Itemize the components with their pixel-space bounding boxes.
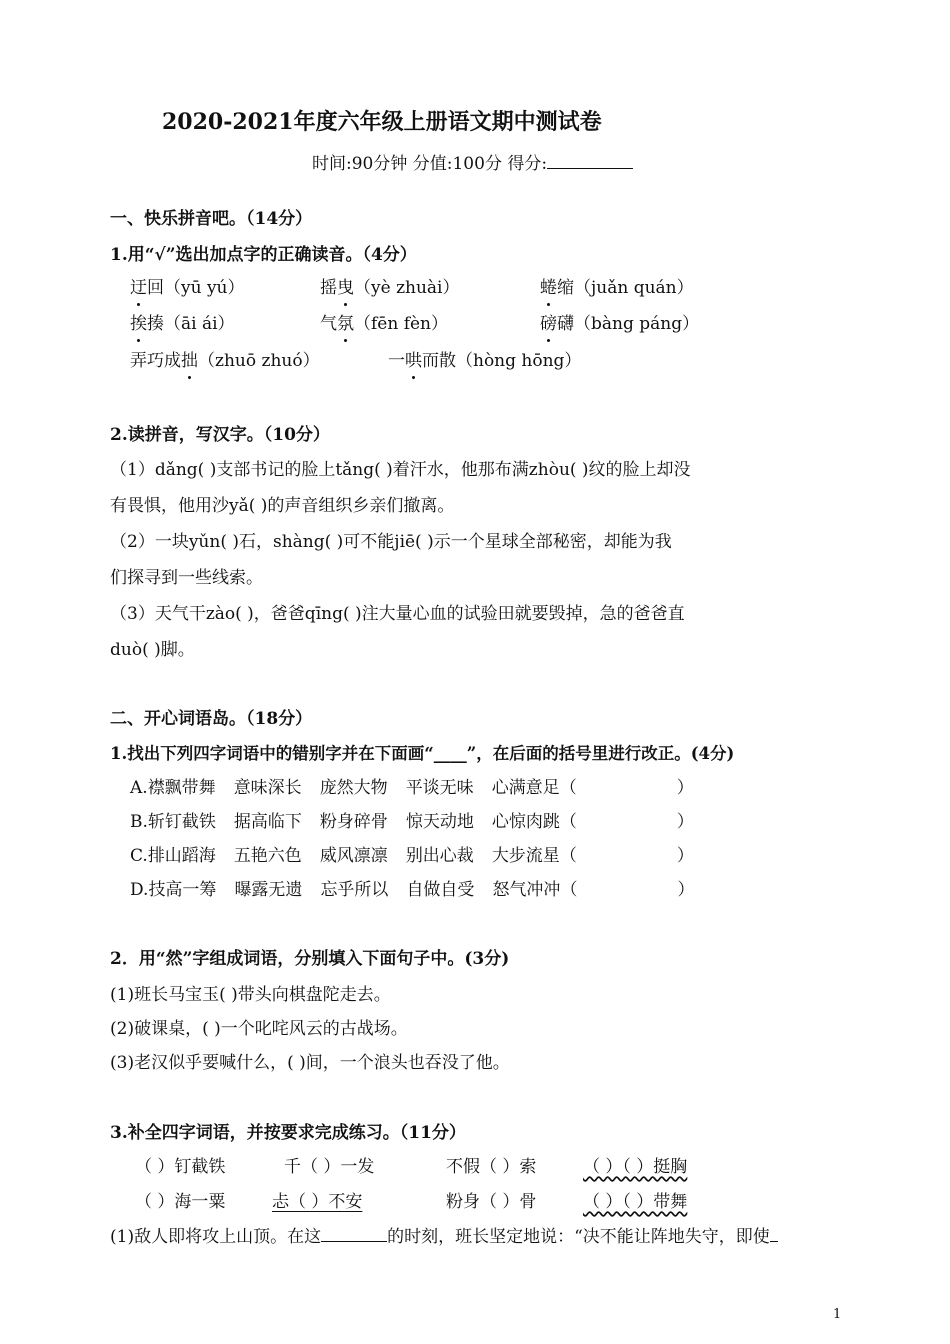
text-line: (2)破课桌，( )一个叱咤风云的古战场。 [110,1019,408,1039]
section-heading-1: 一、快乐拼音吧。（14分） [110,209,313,229]
page-title: 2020-2021年度六年级上册语文期中测试卷 [162,109,602,135]
q1-2-title: 2.读拼音，写汉字。（10分） [110,425,330,445]
text-line: （1）dǎng( )支部书记的脸上tǎng( )着汗水，他那布满zhòu( )纹的脸上却没 [110,460,691,480]
exam-meta [312,150,633,176]
q1-1-title: 1.用“√”选出加点字的正确读音。（4分） [110,245,417,265]
q2-1-title: 1.找出下列四字词语中的错别字并在下面画“____”，在后面的括号里进行改正。(4分) [110,744,735,763]
word-row: B.斩钉截铁 据高临下 粉身碎骨 惊天动地 心惊肉跳（ ） [130,812,694,832]
idiom-item: （ ）（ ）带舞 [583,1192,688,1212]
pinyin-item: 摇曳（yè zhuài） [320,278,460,298]
idiom-item: 不假（ ）索 [446,1157,537,1177]
exam-meta-text: 时间:90分钟 分值:100分 得分: [312,154,548,174]
text-line: （3）天气干zào( )，爸爸qīng( )注大量心血的试验田就要毁掉，急的爸爸直 [110,604,685,624]
q2-2-title: 2．用“然”字组成词语，分别填入下面句子中。(3分) [110,949,510,969]
pinyin-item: 蜷缩（juǎn quán） [540,278,694,298]
text-line: (3)老汉似乎要喊什么，( )间，一个浪头也吞没了他。 [110,1053,510,1073]
idiom-item: 粉身（ ）骨 [446,1192,537,1212]
sentence-line: (1)敌人即将攻上山顶。在这 的时刻，班长坚定地说：“决不能让阵地失守，即使 [110,1225,778,1249]
word-row: C.排山蹈海 五艳六色 威风凛凛 别出心裁 大步流星（ ） [130,846,694,866]
pinyin-item: 弄巧成拙（zhuō zhuó） [130,351,320,371]
score-blank[interactable] [547,150,633,169]
word-row: A.襟飘带舞 意味深长 庞然大物 平谈无味 心满意足（ ） [130,778,694,798]
pinyin-item: 迂回（yū yú） [130,278,245,298]
text-line: (1)班长马宝玉( )带头向棋盘陀走去。 [110,985,391,1005]
word-row: D.技高一筹 曝露无遗 忘乎所以 自做自受 怒气冲冲（ ） [130,880,695,900]
pinyin-item: 挨揍（āi ái） [130,314,235,334]
pinyin-item: 磅礴（bàng páng） [540,314,700,334]
pinyin-item: 气氛（fēn fèn） [320,314,449,334]
idiom-item: （ ）海一粟 [135,1192,226,1212]
answer-blank[interactable] [770,1225,778,1242]
q2-3-title: 3.补全四字词语，并按要求完成练习。（11分） [110,1123,466,1143]
text-line: 有畏惧，他用沙yǎ( )的声音组织乡亲们撤离。 [110,496,455,516]
idiom-item: （ ）（ ）挺胸 [583,1157,688,1177]
idiom-item: 忐（ ）不安 [272,1192,363,1212]
text-line: duò( )脚。 [110,640,195,660]
text-line: 们探寻到一些线索。 [110,568,263,588]
pinyin-item: 一哄而散（hòng hōng） [388,351,582,371]
answer-blank[interactable] [321,1225,387,1242]
section-heading-2: 二、开心词语岛。（18分） [110,709,313,729]
idiom-item: （ ）钉截铁 [135,1157,226,1177]
text-line: （2）一块yǔn( )石，shàng( )可不能jiē( )示一个星球全部秘密，却能为我 [110,532,672,552]
idiom-item: 千（ ）一发 [284,1157,375,1177]
page-number: 1 [833,1307,842,1322]
